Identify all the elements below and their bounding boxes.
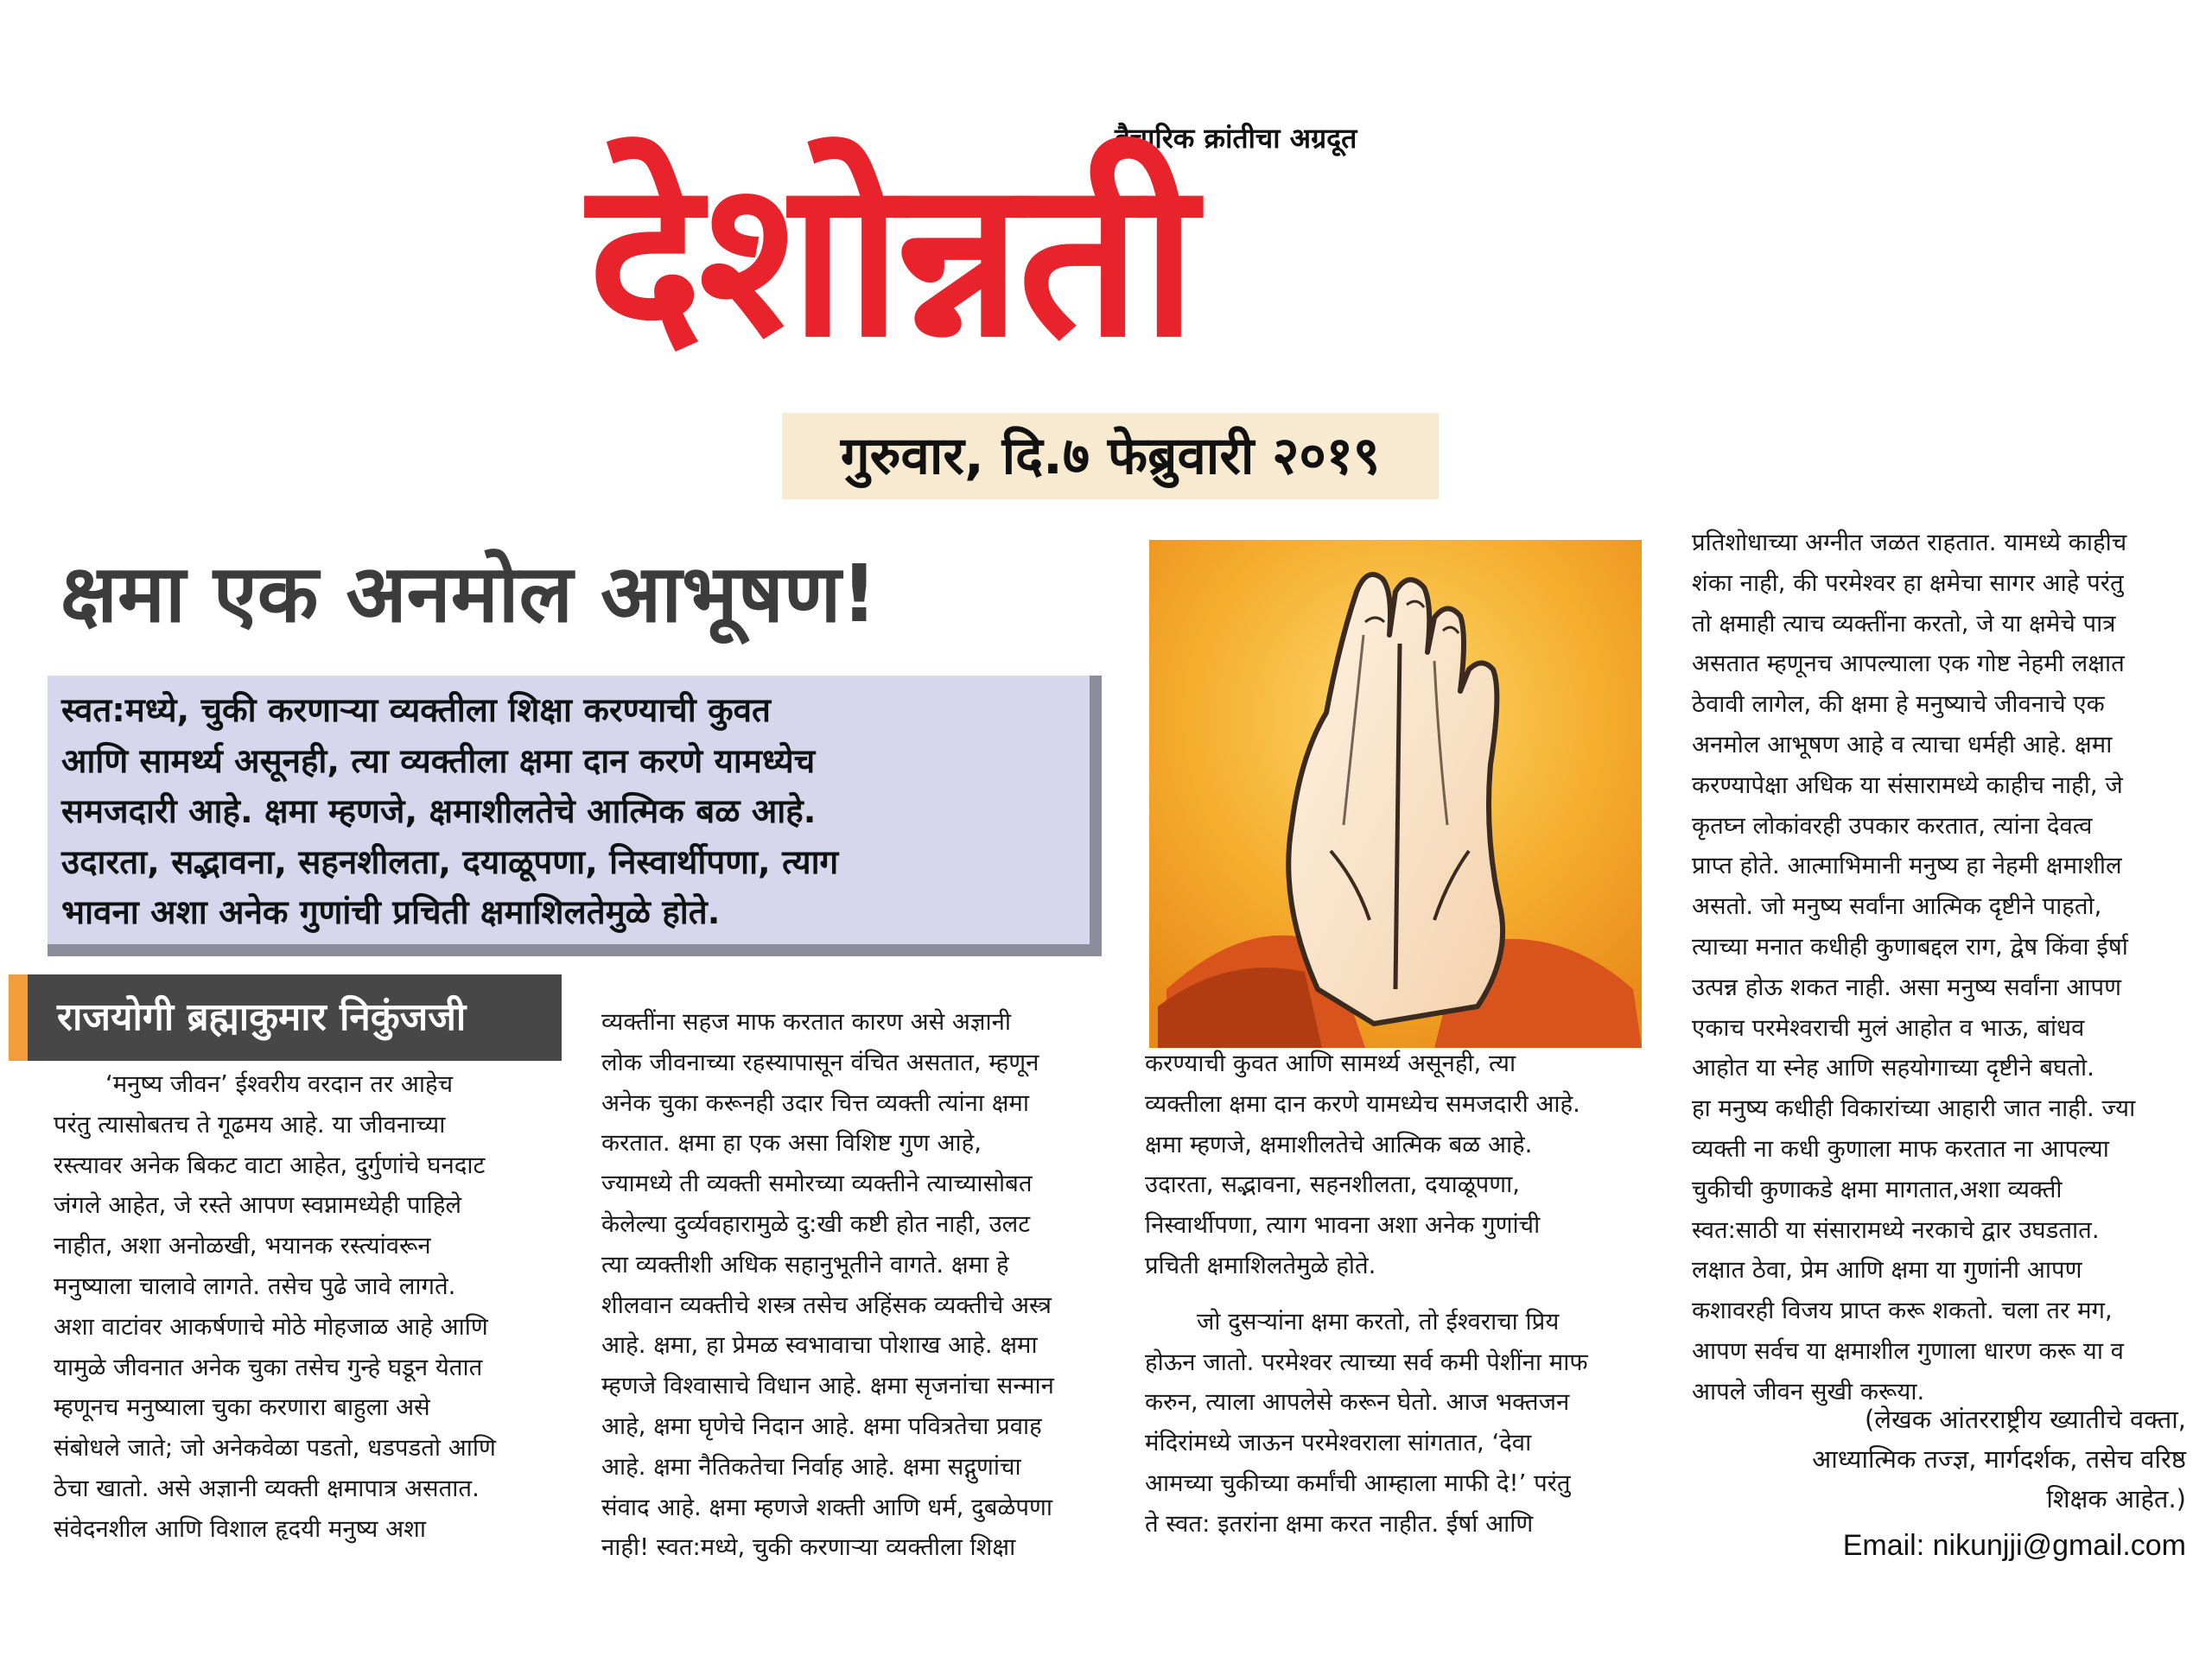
article-column-2: व्यक्तींना सहज माफ करतात कारण असे अज्ञानी लोक जीवनाच्या रहस्यापासून वंचित असतात, म्हणून अनेक चुका करूनही उदार चित्त व्यक्ती त्यांना क्षमा करतात. क्षमा हा एक असा विशिष्ट गुण आहे, ज्यामध्ये ती व्यक्ती समोरच्या व्यक्तीने त्याच्यासोबत केलेल्या दुर्व्यवहारामुळे दु:खी कष्टी होत नाही, उलट त्या व्यक्तीशी अधिक सहानुभूतीने वागते. क्षमा हे शीलवान व्यक्तीचे शस्त्र तसेच अहिंसक व्यक्तीचे अस्त्र आहे. क्षमा, हा प्रेमळ स्वभावाचा पोशाख आहे. क्षमा म्हणजे विश्वासाचे विधान आहे. क्षमा सृजनांचा सन्मान आहे, क्षमा घृणेचे निदान आहे. क्षमा पवित्रतेचा प्रवाह आहे. क्षमा नैतिकतेचा निर्वाह आहे. क्षमा सद्गुणांचा संवाद आहे. क्षमा म्हणजे शक्ती आणि धर्म, दुबळेपणा नाही! स्वत:मध्ये, चुकी करणाऱ्या व्यक्तीला शिक्षा	[601, 1008, 1054, 1562]
article-column-3	[1145, 1044, 1651, 1545]
article-headline: क्षमा एक अनमोल आभूषण!	[60, 548, 878, 640]
masthead-tagline: वैचारिक क्रांतीचा अग्रदूत	[1115, 122, 1357, 155]
summary-box	[48, 676, 1102, 956]
article-column-3-para-2: जो दुसऱ्यांना क्षमा करतो, तो ईश्वराचा प्रिय होऊन जातो. परमेश्वर त्याच्या सर्व कमी पेशींना माफ करुन, त्याला आपलेसे करून घेतो. आज भक्तजन मंदिरांमध्ये जाऊन परमेश्वराला सांगतात, ‘देवा आमच्या चुकीच्या कर्मांची आम्हाला माफी दे!’ परंतु ते स्वत: इतरांना क्षमा करत नाहीत. ईर्षा आणि	[1145, 1307, 1588, 1538]
author-email: Email: nikunjji@gmail.com	[1842, 1529, 2186, 1562]
author-credit: (लेखक आंतरराष्ट्रीय ख्यातीचे वक्ता, आध्यात्मिक तज्ज्ञ, मार्गदर्शक, तसेच वरिष्ठ शिक्षक आहेत.)	[1812, 1405, 2186, 1514]
masthead-logo: देशोन्नती	[588, 133, 1194, 384]
article-column-3-para-1: करण्याची कुवत आणि सामर्थ्य असूनही, त्या व्यक्तीला क्षमा दान करणे यामध्येच समजदारी आहे. क्षमा म्हणजे, क्षमाशीलतेचे आत्मिक बळ आहे. उदारता, सद्भावना, सहनशीलता, दयाळूपणा, निस्वार्थीपणा, त्याग भावना अशा अनेक गुणांची प्रचिती क्षमाशिलतेमुळे होते.	[1145, 1050, 1580, 1279]
praying-hands-icon	[1149, 540, 1642, 1048]
summary-text: स्वत:मध्ये, चुकी करणाऱ्या व्यक्तीला शिक्षा करण्याची कुवत आणि सामर्थ्य असूनही, त्या व्यक्तीला क्षमा दान करणे यामध्येच समजदारी आहे. क्षमा म्हणजे, क्षमाशीलतेचे आत्मिक बळ आहे. उदारता, सद्भावना, सहनशीलता, दयाळूपणा, निस्वार्थीपणा, त्याग भावना अशा अनेक गुणांची प्रचिती क्षमाशिलतेमुळे होते.	[61, 691, 839, 933]
author-byline: राजयोगी ब्रह्माकुमार निकुंजजी	[9, 974, 562, 1061]
article-column-4: प्रतिशोधाच्या अग्नीत जळत राहतात. यामध्ये काहीच शंका नाही, की परमेश्वर हा क्षमेचा सागर आहे परंतु तो क्षमाही त्याच व्यक्तींना करतो, जे या क्षमेचे पात्र असतात म्हणूनच आपल्याला एक गोष्ट नेहमी लक्षात ठेवावी लागेल, की क्षमा हे मनुष्याचे जीवनाचे एक अनमोल आभूषण आहे व त्याचा धर्मही आहे. क्षमा करण्यापेक्षा अधिक या संसारामध्ये काहीच नाही, जे कृतघ्न लोकांवरही उपकार करतात, त्यांना देवत्व प्राप्त होते. आत्माभिमानी मनुष्य हा नेहमी क्षमाशील असतो. जो मनुष्य सर्वांना आत्मिक दृष्टीने पाहतो, त्याच्या मनात कधीही कुणाबद्दल राग, द्वेष किंवा ईर्षा उत्पन्न होऊ शकत नाही. असा मनुष्य सर्वांना आपण एकाच परमेश्वराची मुलं आहोत व भाऊ, बांधव आहोत या स्नेह आणि सहयोगाच्या दृष्टीने बघतो. हा मनुष्य कधीही विकारांच्या आहारी जात नाही. ज्या व्यक्ती ना कधी कुणाला माफ करतात ना आपल्या चुकीची कुणाकडे क्षमा मागतात,अशा व्यक्ती स्वत:साठी या संसारामध्ये नरकाचे द्वार उघडतात. लक्षात ठेवा, प्रेम आणि क्षमा या गुणांनी आपण कशावरही विजय प्राप्त करू शकतो. चला तर मग, आपण सर्वच या क्षमाशील गुणाला धारण करू या व आपले जीवन सुखी करूया.	[1692, 529, 2136, 1406]
issue-date: गुरुवार, दि.७ फेब्रुवारी २०१९	[782, 413, 1439, 499]
article-column-1: ‘मनुष्य जीवन’ ईश्वरीय वरदान तर आहेच परंतु त्यासोबतच ते गूढमय आहे. या जीवनाच्या रस्त्यावर अनेक बिकट वाटा आहेत, दुर्गुणांचे घनदाट जंगले आहेत, जे रस्ते आपण स्वप्नामध्येही पाहिले नाहीत, अशा अनोळखी, भयानक रस्त्यांवरून मनुष्याला चालावे लागते. तसेच पुढे जावे लागते. अशा वाटांवर आकर्षणाचे मोठे मोहजाळ आहे आणि यामुळे जीवनात अनेक चुका तसेच गुन्हे घडून येतात म्हणूनच मनुष्याला चुका करणारा बाहुला असे संबोधले जाते; जो अनेकवेळा पडतो, धडपडतो आणि ठेचा खातो. असे अज्ञानी व्यक्ती क्षमापात्र असतात. संवेदनशील आणि विशाल हृदयी मनुष्य अशा	[54, 1070, 496, 1543]
